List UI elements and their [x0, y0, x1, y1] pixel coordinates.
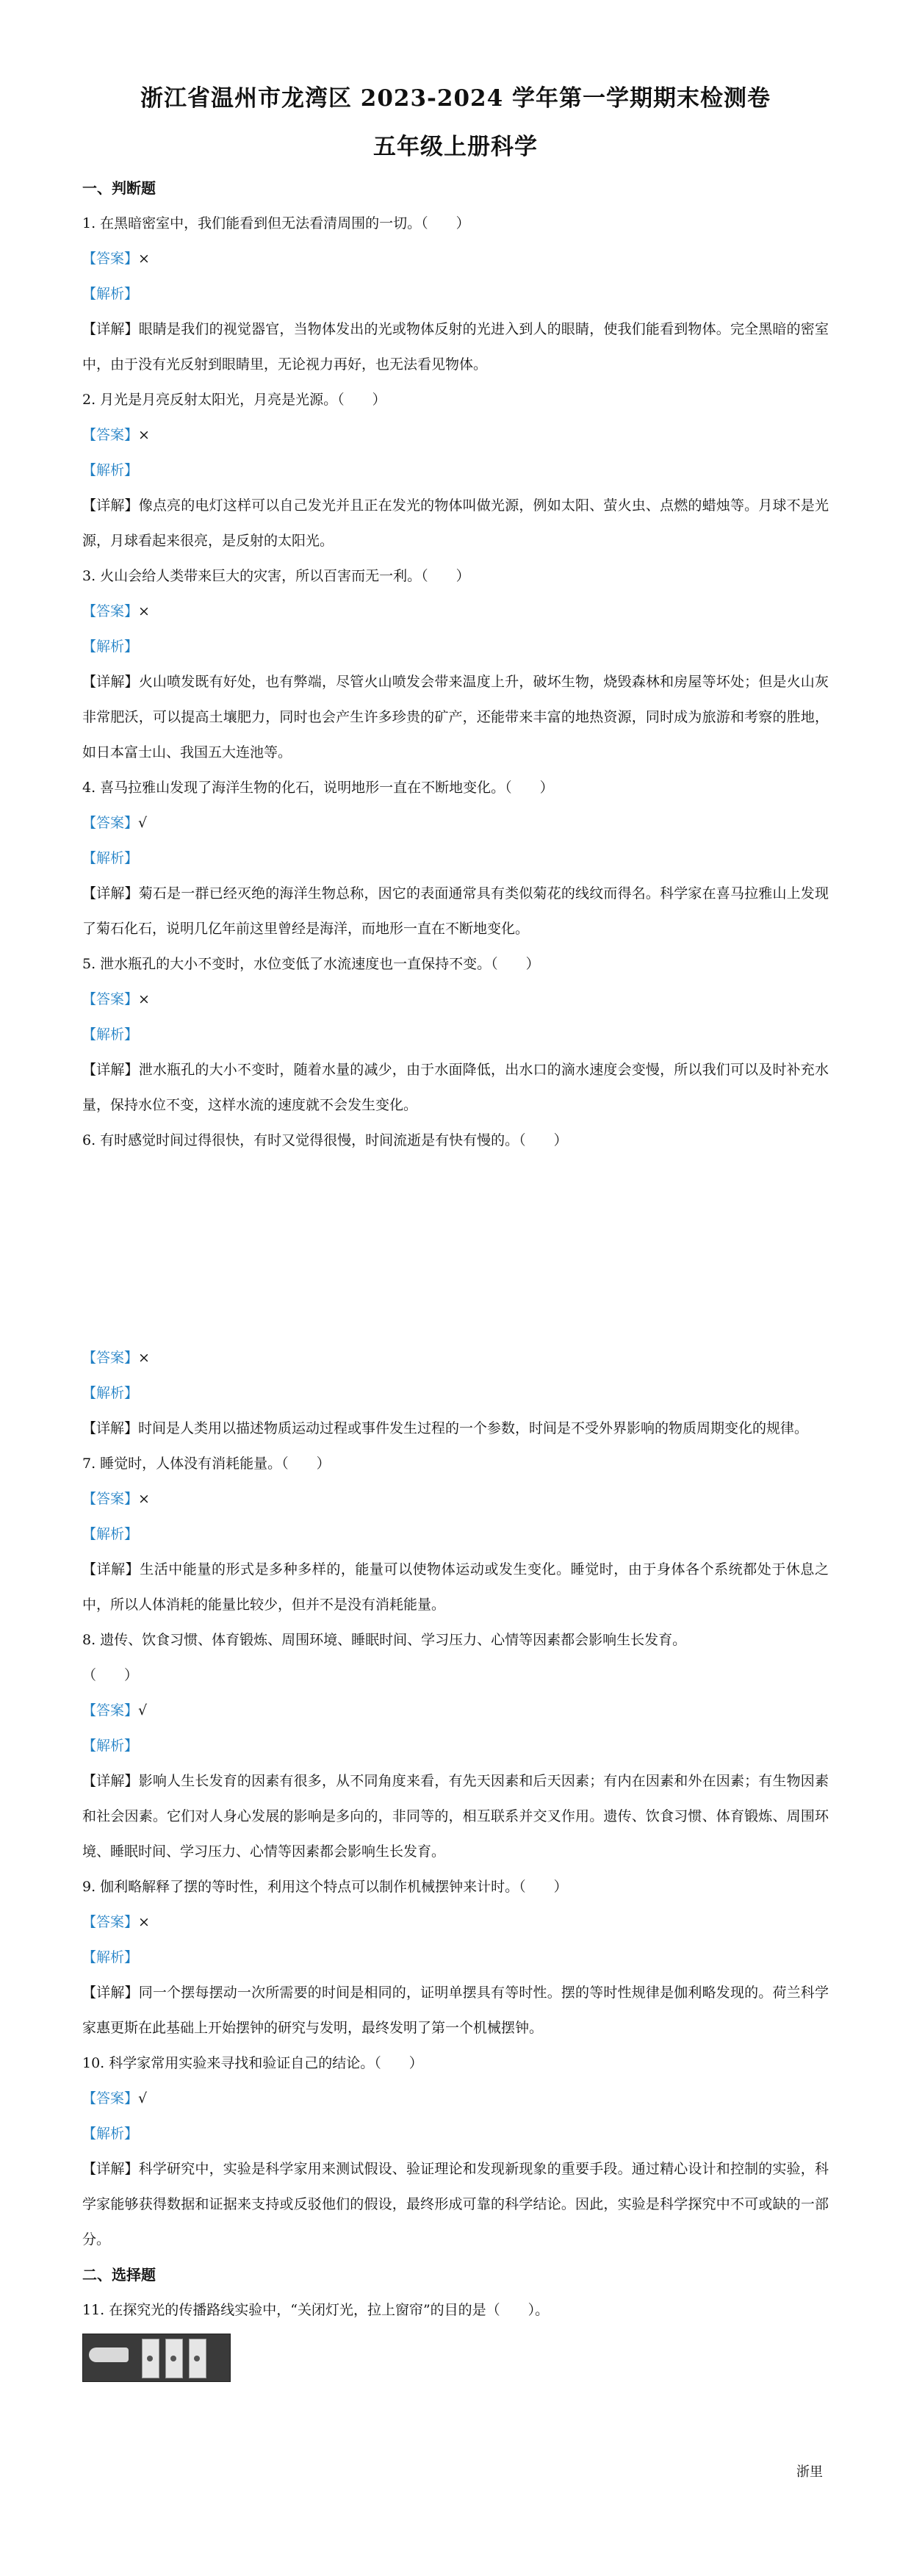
content — [82, 170, 829, 2382]
answer-tag: 【答案】 — [82, 1491, 139, 1507]
answer-value: × — [138, 427, 150, 443]
answer-value: × — [138, 991, 150, 1007]
answer-value: × — [138, 1491, 150, 1507]
analysis-tag: 【解析】 — [82, 1738, 139, 1754]
detail-text: 生活中能量的形式是多种多样的，能量可以使物体运动或发生变化。睡觉时，由于身体各个系统都处于休息之中，所以人体消耗的能量比较少，但并不是没有消耗能量。 — [82, 1561, 829, 1613]
answer-line — [82, 594, 829, 629]
detail-paragraph — [82, 1552, 829, 1622]
analysis-line — [82, 2116, 829, 2151]
analysis-line — [82, 1375, 829, 1411]
detail-paragraph — [82, 312, 829, 382]
answer-tag: 【答案】 — [82, 991, 139, 1007]
analysis-line — [82, 1940, 829, 1975]
analysis-tag: 【解析】 — [82, 1526, 139, 1542]
analysis-line — [82, 1728, 829, 1763]
analysis-tag: 【解析】 — [82, 2126, 139, 2142]
detail-tag: 【详解】 — [82, 1773, 139, 1789]
flashlight-hand-shape — [89, 2347, 129, 2362]
answer-value: √ — [138, 2090, 148, 2107]
analysis-line — [82, 1017, 829, 1052]
answer-tag: 【答案】 — [82, 427, 139, 443]
question-stem: 8. 遗传、饮食习惯、体育锻炼、周围环境、睡眠时间、学习压力、心情等因素都会影响生长发育。 — [82, 1632, 687, 1648]
answer-line — [82, 1340, 829, 1375]
card-hole — [194, 2356, 200, 2361]
detail-paragraph — [82, 664, 829, 770]
answer-tag: 【答案】 — [82, 2090, 139, 2107]
detail-text: 影响人生长发育的因素有很多，从不同角度来看，有先天因素和后天因素；有内在因素和外在因素；有生物因素和社会因素。它们对人身心发展的影响是多向的，非同等的，相互联系并交叉作用。遗传、饮食习惯、体育锻炼、周围环境、睡眠时间、学习压力、心情等因素都会影响生长发育。 — [82, 1773, 829, 1860]
answer-value: √ — [138, 815, 148, 831]
question-stem: 11. 在探究光的传播路线实验中，“关闭灯光，拉上窗帘”的目的是（ ）。 — [82, 2302, 550, 2318]
detail-tag: 【详解】 — [82, 1985, 139, 2001]
answer-value: × — [138, 1350, 150, 1366]
detail-text: 同一个摆每摆动一次所需要的时间是相同的，证明单摆具有等时性。摆的等时性规律是伽利略发现的。荷兰科学家惠更斯在此基础上开始摆钟的研究与发明，最终发明了第一个机械摆钟。 — [82, 1985, 829, 2036]
card-shape — [165, 2339, 183, 2378]
answer-line — [82, 2081, 829, 2116]
detail-paragraph — [82, 1052, 829, 1123]
detail-text: 科学研究中，实验是科学家用来测试假设、验证理论和发现新现象的重要手段。通过精心设计和控制的实验，科学家能够获得数据和证据来支持或反驳他们的假设，最终形成可靠的科学结论。因此，实验是科学探究中不可或缺的一部分。 — [82, 2161, 829, 2248]
answer-value: × — [138, 603, 150, 619]
section-heading-choice: 二、选择题 — [82, 2266, 156, 2284]
question-stem: 2. 月光是月亮反射太阳光，月亮是光源。（ ） — [82, 392, 386, 408]
question-stem: 5. 泄水瓶孔的大小不变时，水位变低了水流速度也一直保持不变。（ ） — [82, 956, 540, 972]
detail-tag: 【详解】 — [82, 674, 139, 690]
answer-tag: 【答案】 — [82, 251, 139, 267]
analysis-line — [82, 841, 829, 876]
question-stem: 9. 伽利略解释了摆的等时性，利用这个特点可以制作机械摆钟来计时。（ ） — [82, 1879, 568, 1895]
card-hole — [170, 2356, 176, 2361]
analysis-tag: 【解析】 — [82, 638, 139, 655]
answer-tag: 【答案】 — [82, 1914, 139, 1930]
section-heading-judgment: 一、判断题 — [82, 179, 156, 197]
detail-paragraph — [82, 876, 829, 946]
detail-tag: 【详解】 — [82, 1420, 139, 1436]
analysis-line — [82, 453, 829, 488]
question-stem: 1. 在黑暗密室中，我们能看到但无法看清周围的一切。（ ） — [82, 215, 470, 231]
detail-text: 像点亮的电灯这样可以自己发光并且正在发光的物体叫做光源，例如太阳、萤火虫、点燃的蜡烛等。月球不是光源，月球看起来很亮，是反射的太阳光。 — [82, 497, 829, 549]
answer-line — [82, 805, 829, 841]
question-stem: 3. 火山会给人类带来巨大的灾害，所以百害而无一利。（ ） — [82, 568, 470, 584]
detail-tag: 【详解】 — [82, 1062, 139, 1078]
answer-line — [82, 417, 829, 453]
answer-line — [82, 982, 829, 1017]
detail-text: 火山喷发既有好处，也有弊端，尽管火山喷发会带来温度上升，破坏生物，烧毁森林和房屋等坏处；但是火山灰非常肥沃，可以提高土壤肥力，同时也会产生许多珍贵的矿产，还能带来丰富的地热资源，同时成为旅游和考察的胜地，如日本富士山、我国五大连池等。 — [82, 674, 829, 760]
analysis-line — [82, 276, 829, 312]
detail-tag: 【详解】 — [82, 497, 139, 514]
analysis-tag: 【解析】 — [82, 462, 139, 478]
detail-text: 眼睛是我们的视觉器官，当物体发出的光或物体反射的光进入到人的眼睛，使我们能看到物体。完全黑暗的密室中，由于没有光反射到眼睛里，无论视力再好，也无法看见物体。 — [82, 321, 829, 373]
detail-paragraph — [82, 1975, 829, 2046]
detail-tag: 【详解】 — [82, 1561, 140, 1577]
analysis-line — [82, 629, 829, 664]
answer-value: √ — [138, 1702, 148, 1719]
answer-value: × — [138, 1914, 150, 1930]
detail-tag: 【详解】 — [82, 321, 139, 337]
question-stem: 7. 睡觉时，人体没有消耗能量。（ ） — [82, 1456, 331, 1472]
answer-value: × — [138, 251, 150, 267]
question-stem: 4. 喜马拉雅山发现了海洋生物的化石，说明地形一直在不断地变化。（ ） — [82, 780, 554, 796]
question-stem: 10. 科学家常用实验来寻找和验证自己的结论。（ ） — [82, 2055, 423, 2071]
experiment-figure — [82, 2334, 231, 2382]
answer-line — [82, 241, 829, 276]
answer-tag: 【答案】 — [82, 815, 139, 831]
question-stem: 6. 有时感觉时间过得很快，有时又觉得很慢，时间流逝是有快有慢的。（ ） — [82, 1132, 568, 1148]
detail-paragraph — [82, 1411, 829, 1446]
detail-text: 时间是人类用以描述物质运动过程或事件发生过程的一个参数，时间是不受外界影响的物质周期变化的规律。 — [138, 1420, 809, 1436]
answer-tag: 【答案】 — [82, 1702, 139, 1719]
answer-line — [82, 1481, 829, 1517]
detail-tag: 【详解】 — [82, 885, 139, 902]
detail-paragraph — [82, 1763, 829, 1869]
card-shape — [189, 2339, 206, 2378]
detail-paragraph — [82, 2151, 829, 2257]
detail-paragraph — [82, 488, 829, 558]
blank-space — [82, 1158, 829, 1340]
analysis-tag: 【解析】 — [82, 286, 139, 302]
question-stem-continuation: （ ） — [82, 1667, 139, 1683]
answer-tag: 【答案】 — [82, 1350, 139, 1366]
analysis-tag: 【解析】 — [82, 850, 139, 866]
answer-line — [82, 1693, 829, 1728]
analysis-tag: 【解析】 — [82, 1026, 139, 1043]
analysis-line — [82, 1517, 829, 1552]
detail-text: 泄水瓶孔的大小不变时，随着水量的减少，由于水面降低，出水口的滴水速度会变慢，所以我们可以及时补充水量，保持水位不变，这样水流的速度就不会发生变化。 — [82, 1062, 829, 1113]
answer-line — [82, 1904, 829, 1940]
page-title: 浙江省温州市龙湾区 2023-2024 学年第一学期期末检测卷 — [140, 85, 771, 112]
detail-tag: 【详解】 — [82, 2161, 139, 2177]
analysis-tag: 【解析】 — [82, 1385, 139, 1401]
analysis-tag: 【解析】 — [82, 1949, 139, 1965]
card-hole — [147, 2356, 153, 2361]
footer-text: 浙里 — [796, 2464, 823, 2480]
card-shape — [142, 2339, 159, 2378]
detail-text: 菊石是一群已经灭绝的海洋生物总称，因它的表面通常具有类似菊花的线纹而得名。科学家在喜马拉雅山上发现了菊石化石，说明几亿年前这里曾经是海洋，而地形一直在不断地变化。 — [82, 885, 829, 937]
page-subtitle: 五年级上册科学 — [373, 134, 538, 160]
answer-tag: 【答案】 — [82, 603, 139, 619]
